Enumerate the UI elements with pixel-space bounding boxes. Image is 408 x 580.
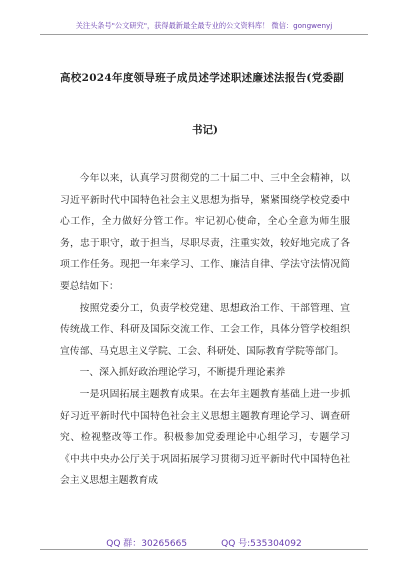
paragraph-section-1: 一是巩固拓展主题教育成果。在去年主题教育基础上进一步抓好习近平新时代中国特色社会主义思想主题教育理论学习、调查研究、检视整改等工作。积极参加党委理论中心组学习，专题学习《中共中央办公厅关于巩固拓展学习贯彻习近平新时代中国特色社会主义思想主题教育成 [60,388,350,487]
footer-qq-group: QQ 群：30265665 [106,539,188,549]
paragraph-responsibilities: 按照党委分工，负责学校党建、思想政治工作、干部管理、宣传统战工作、科研及国际交流工作、工会工作，具体分管学校组织宣传部、马克思主义学院、工会、科研处、国际教育学院等部门。 [60,302,350,357]
document-title: 高校2024年度领导班子成员述学述职述廉述法报告(党委副 [60,72,345,84]
paragraph-intro: 今年以来，认真学习贯彻党的二十届二中、三中全会精神，以习近平新时代中国特色社会主义思想为指导，紧紧围绕学校党委中心工作，全力做好分管工作。牢记初心使命，全心全意为师生服务，忠于职守，敢于担当，尽职尽责，注重实效，较好地完成了各项工作任务。现把一年来学习、工作、廉洁自律、学法守法情况简要总结如下： [60,173,350,292]
header-banner: 关注头条号"公文研究"，获得最新最全最专业的公文资料库！ 微信：gongwenyj [75,21,333,30]
footer-qq-number: QQ 号:535304092 [221,539,302,549]
footer-divider [40,549,368,550]
document-title-continuation: 书记) [192,124,218,136]
header-divider [40,34,368,35]
footer-banner [0,536,408,549]
section-heading-1: 一、深入抓好政治理论学习，不断提升理论素养 [79,367,286,379]
document-body [60,168,350,492]
